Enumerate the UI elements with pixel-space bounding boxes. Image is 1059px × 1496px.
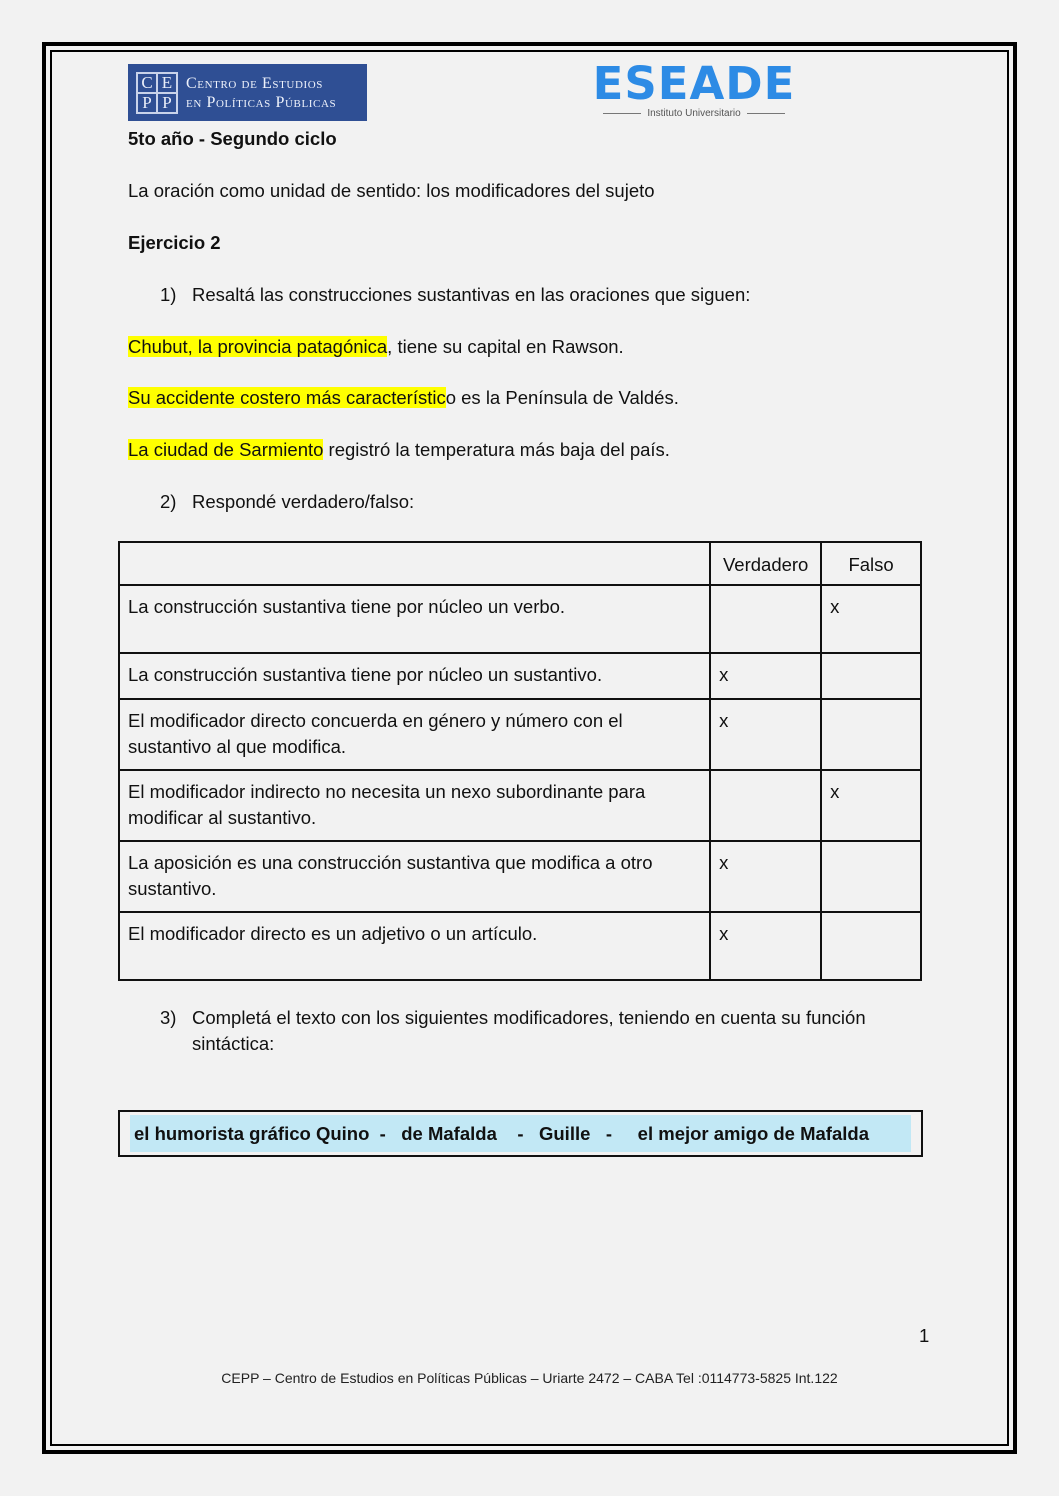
item1-number: 1)	[160, 284, 177, 305]
verdadero-cell: x	[710, 653, 821, 699]
item3-instruction-line2: sintáctica:	[192, 1033, 275, 1054]
sentence-2-rest: o es la Península de Valdés.	[445, 387, 679, 408]
statement-cell: El modificador directo concuerda en género y número con el sustantivo al que modifica.	[119, 699, 710, 770]
statement-cell: La construcción sustantiva tiene por núcleo un sustantivo.	[119, 653, 710, 699]
eseade-logo-word: ESEADE	[592, 57, 796, 110]
falso-cell	[821, 912, 921, 980]
cepp-logo	[128, 64, 367, 121]
table-header-falso: Falso	[821, 542, 921, 585]
table-row	[119, 770, 921, 841]
verdadero-cell	[710, 585, 821, 653]
sentence-1	[128, 336, 624, 358]
table-row	[119, 653, 921, 699]
table-header-verdadero: Verdadero	[710, 542, 821, 585]
verdadero-cell: x	[710, 912, 821, 980]
sentence-3-highlight: La ciudad de Sarmiento	[128, 439, 324, 460]
statement-cell: El modificador indirecto no necesita un nexo subordinante para modificar al sustantivo.	[119, 770, 710, 841]
falso-cell	[821, 841, 921, 912]
statement-cell: La construcción sustantiva tiene por núcleo un verbo.	[119, 585, 710, 653]
grade-heading: 5to año - Segundo ciclo	[128, 128, 337, 149]
table-row	[119, 841, 921, 912]
table-row	[119, 585, 921, 653]
statement-cell: El modificador directo es un adjetivo o un artículo.	[119, 912, 710, 980]
word-bank-box	[118, 1110, 923, 1157]
eseade-logo	[592, 57, 796, 124]
table-header-row	[119, 542, 921, 585]
verdadero-cell: x	[710, 841, 821, 912]
item3-number: 3)	[160, 1007, 177, 1028]
verdadero-cell: x	[710, 699, 821, 770]
falso-cell	[821, 653, 921, 699]
item2-number: 2)	[160, 491, 177, 512]
sentence-1-highlight: Chubut, la provincia patagónica	[128, 336, 388, 357]
table-row	[119, 699, 921, 770]
footer-text: CEPP – Centro de Estudios en Políticas Públicas – Uriarte 2472 – CABA Tel :0114773-5825 Int.122	[221, 1370, 838, 1386]
sentence-1-rest: , tiene su capital en Rawson.	[387, 336, 624, 357]
cepp-logo-line2: en Políticas Públicas	[186, 93, 337, 111]
true-false-table	[118, 541, 922, 981]
item1-instruction: Resaltá las construcciones sustantivas en las oraciones que siguen:	[192, 284, 751, 305]
table-row	[119, 912, 921, 980]
word-bank-text: el humorista gráfico Quino - de Mafalda - Guille - el mejor amigo de Mafalda	[130, 1115, 911, 1152]
sentence-2	[128, 387, 679, 409]
statement-cell: La aposición es una construcción sustantiva que modifica a otro sustantivo.	[119, 841, 710, 912]
falso-cell: x	[821, 770, 921, 841]
falso-cell	[821, 699, 921, 770]
verdadero-cell	[710, 770, 821, 841]
sentence-3-rest: registró la temperatura más baja del país.	[323, 439, 670, 460]
cepp-logo-line1: Centro de Estudios	[186, 74, 324, 92]
falso-cell: x	[821, 585, 921, 653]
topic-title: La oración como unidad de sentido: los modificadores del sujeto	[128, 180, 655, 201]
cepp-logo-text	[186, 74, 336, 112]
cepp-monogram: C E P P	[136, 72, 178, 114]
table-header-statement	[119, 542, 710, 585]
sentence-3	[128, 439, 670, 461]
item3-instruction-line1: Completá el texto con los siguientes modificadores, teniendo en cuenta su función	[192, 1007, 866, 1028]
eseade-logo-subtitle: Instituto Universitario	[592, 108, 796, 119]
item2-instruction: Respondé verdadero/falso:	[192, 491, 415, 512]
exercise-title: Ejercicio 2	[128, 232, 221, 253]
page-number: 1	[919, 1325, 930, 1346]
sentence-2-highlight: Su accidente costero más característic	[128, 387, 446, 408]
